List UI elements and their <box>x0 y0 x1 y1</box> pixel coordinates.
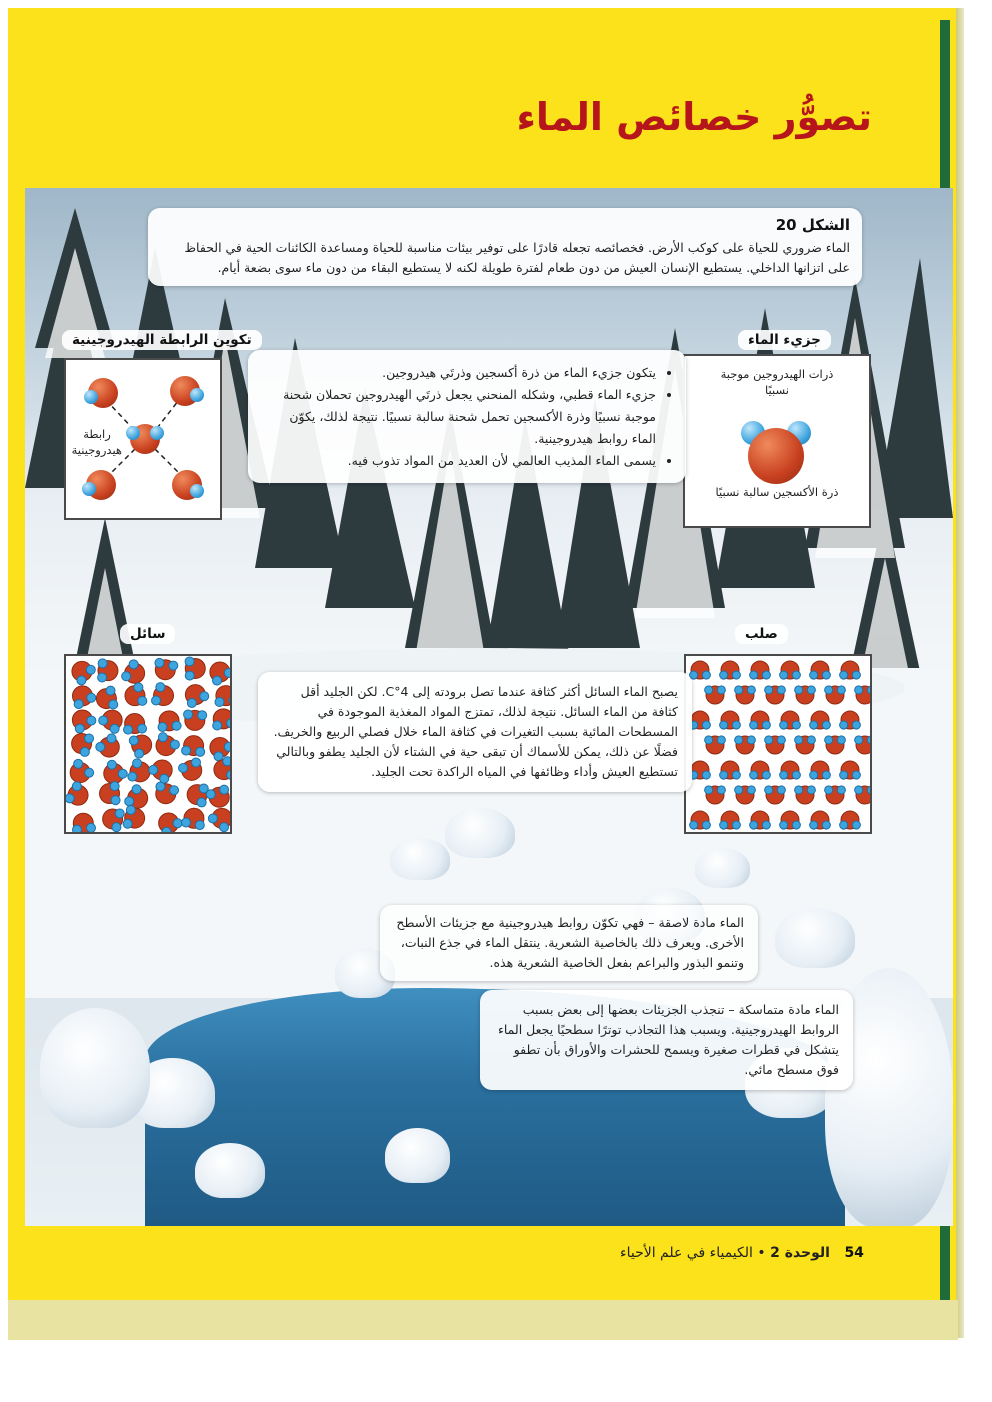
adhesion-text: الماء مادة لاصقة – فهي تكوّن روابط هيدروجينية مع جزيئات الأسطح الأخرى. ويعرف ذلك بالخاصية الشعرية. ينتقل الماء في جذع النبات، وتنمو البذور والبراعم بفعل الخاصية الشعرية هذه. <box>396 915 744 970</box>
page-footer <box>620 1245 864 1261</box>
hydrogen-atom <box>822 671 830 679</box>
hydrogen-atom <box>732 721 740 729</box>
hydrogen-atom <box>98 673 107 682</box>
fact-item: • يسمى الماء المذيب العالمي لأن العديد من المواد تذوب فيه. <box>262 450 656 472</box>
hydrogen-atom <box>123 819 132 828</box>
hydrogen-atom <box>825 686 833 694</box>
hydrogen-atom <box>87 693 96 702</box>
hydrogen-atom <box>747 736 755 744</box>
snow-mound <box>195 1143 265 1198</box>
hydrogen-atom <box>126 805 135 814</box>
hydrogen-atom <box>126 426 140 440</box>
hydrogen-atom <box>215 698 224 707</box>
hydrogen-atom <box>732 671 740 679</box>
hydrogen-atom <box>852 721 860 729</box>
hydrogen-atom <box>182 746 191 755</box>
hydrogen-atom <box>86 665 95 674</box>
hydrogen-atom <box>72 782 81 791</box>
hydrogen-atom <box>170 786 179 795</box>
hydrogen-atom <box>735 686 743 694</box>
hydrogen-atom <box>762 671 770 679</box>
hydrogen-atom <box>190 484 204 498</box>
hydrogen-atom <box>807 736 815 744</box>
hydrogen-atom <box>840 671 848 679</box>
hydrogen-atom <box>198 711 207 720</box>
hydrogen-atom <box>720 671 728 679</box>
hydrogen-atom <box>185 671 194 680</box>
hydrogen-atom <box>80 747 89 756</box>
hydrogen-atom <box>122 672 131 681</box>
hydrogen-atom <box>190 388 204 402</box>
hydrogen-atom <box>735 786 743 794</box>
hydrogen-atom <box>111 796 120 805</box>
hydrogen-atom <box>118 769 127 778</box>
hydrogen-bond-label: رابطة هيدروجينية <box>71 427 122 458</box>
hydrogen-atom <box>158 723 167 732</box>
hydrogen-atom <box>187 698 196 707</box>
hydrogen-atom <box>765 736 773 744</box>
hydrogen-bond-diagram <box>64 358 222 520</box>
hydrogen-bond-title: تكوين الرابطة الهيدروجينية <box>62 330 262 350</box>
unit-label: الوحدة 2 <box>770 1245 830 1261</box>
hydrogen-atom <box>150 426 164 440</box>
hydrogen-atom <box>705 736 713 744</box>
hydrogen-atom <box>208 814 217 823</box>
hydrogen-atom <box>224 668 230 677</box>
hydrogen-atom <box>82 482 96 496</box>
hydrogen-atom <box>750 671 758 679</box>
hydrogen-atom <box>124 725 133 734</box>
hydrogen-atom <box>156 782 165 791</box>
hydrogen-atom <box>705 786 713 794</box>
hydrogen-atom <box>224 742 230 751</box>
hydrogen-atom <box>133 759 142 768</box>
hydrogen-atom <box>128 772 137 781</box>
hydrogen-atom <box>780 821 788 829</box>
liquid-water-diagram <box>64 654 232 834</box>
hydrogen-atom <box>732 821 740 829</box>
hydrogen-atom <box>158 733 167 742</box>
hydrogen-atom <box>223 757 230 766</box>
hydrogen-atom <box>792 671 800 679</box>
hydrogen-atom <box>792 771 800 779</box>
hydrogen-atom <box>855 786 863 794</box>
hydrogen-atom <box>115 809 124 818</box>
hydrogen-atom <box>810 771 818 779</box>
footer-separator: • <box>757 1245 766 1261</box>
molecule-facts-list <box>262 362 672 471</box>
hydrogen-atom <box>181 818 190 827</box>
hydrogen-atom <box>197 798 206 807</box>
hydrogen-atom <box>747 686 755 694</box>
hydrogen-atom <box>807 786 815 794</box>
hydrogen-atom <box>780 671 788 679</box>
hydrogen-atom <box>110 782 119 791</box>
hydrogen-atom <box>169 661 178 670</box>
hydrogen-atom <box>840 771 848 779</box>
hydrogen-atom <box>720 721 728 729</box>
hydrogen-atom <box>690 821 698 829</box>
hydrogen-atom <box>152 696 161 705</box>
hydrogen-atom <box>795 736 803 744</box>
hydrogen-atom <box>777 786 785 794</box>
hydrogen-atom <box>762 821 770 829</box>
hydrogen-atom <box>855 736 863 744</box>
hydrogen-atom <box>852 671 860 679</box>
hydrogen-atom <box>777 736 785 744</box>
hydrogen-atom <box>73 825 82 832</box>
hydrogen-atom <box>765 786 773 794</box>
snow-mound <box>40 1008 150 1128</box>
hydrogen-atom <box>179 763 188 772</box>
hydrogen-atom <box>837 786 845 794</box>
hydrogen-atom <box>750 721 758 729</box>
hydrogen-atom <box>125 797 134 806</box>
hydrogen-atom <box>77 676 86 685</box>
oxygen-label: ذرة الأكسجين سالبة نسبيًا <box>715 485 839 499</box>
hydrogen-atom <box>792 821 800 829</box>
hydrogen-atom <box>220 785 229 794</box>
hydrogen-atom <box>807 686 815 694</box>
hydrogen-atom <box>172 721 181 730</box>
hydrogen-atom <box>87 716 96 725</box>
figure-caption: الماء ضروري للحياة على كوكب الأرض. فخصائصه تجعله قادرًا على توفير بيئات مناسبة للحياة ومساعدة الكائنات الحية في الحفاظ على اتزانها الداخلي. يستطيع الإنسان العيش من دون طعام لفترة طويلة لكنه لا يستطيع البقاء من دون ماء سوى بضعة أيام. <box>184 240 850 275</box>
hydrogen-atom <box>206 790 215 799</box>
hydrogen-atom <box>134 683 143 692</box>
hydrogen-atom <box>85 734 94 743</box>
hydrogen-atom <box>717 686 725 694</box>
hydrogen-atom <box>840 721 848 729</box>
figure-caption-panel <box>148 208 862 286</box>
hydrogen-atom <box>138 696 147 705</box>
hydrogen-atom <box>852 771 860 779</box>
hydrogen-atom <box>66 794 74 803</box>
page-number: 54 <box>844 1245 864 1261</box>
hydrogen-atom <box>220 823 229 832</box>
hydrogen-atom <box>99 716 108 725</box>
hydrogen-atom <box>837 736 845 744</box>
hydrogen-atom <box>106 686 115 695</box>
snow-mound <box>695 848 750 888</box>
hydrogen-atom <box>107 734 116 743</box>
hydrogen-atom <box>162 827 171 832</box>
snow-mound <box>775 908 855 968</box>
snow-mound <box>390 838 450 880</box>
hydrogen-atom <box>720 821 728 829</box>
adhesion-panel <box>380 905 758 981</box>
hydrogen-atom <box>149 765 158 774</box>
density-text: يصبح الماء السائل أكثر كثافة عندما تصل برودته إلى 4°C. لكن الجليد أقل كثافة من الماء السائل. نتيجة لذلك، تمتزج المواد المغذية الموجودة في المسطحات المائية بسبب التغيرات في كثافة الماء خلال فصلي الربيع والخريف. فضلًا عن ذلك، يمكن للأسماك أن تبقى حية في الشتاء لأن الجليد يطفو وبالتالي تستطيع العيش وأداء وظائفها في المياه الراكدة تحت الجليد. <box>273 684 678 779</box>
hydrogen-atom <box>129 660 138 669</box>
hydrogen-atom <box>735 736 743 744</box>
hydrogen-atom <box>74 700 83 709</box>
hydrogen-atom <box>747 786 755 794</box>
figure-number: الشكل 20 <box>775 216 850 234</box>
page-bottom-band <box>8 1300 958 1340</box>
hydrogen-atom <box>702 671 710 679</box>
chapter-label: الكيمياء في علم الأحياء <box>620 1245 753 1261</box>
hydrogen-atom <box>213 721 222 730</box>
hydrogen-atom <box>795 686 803 694</box>
hydrogen-atom <box>795 786 803 794</box>
hydrogen-atom <box>717 736 725 744</box>
hydrogen-atom <box>132 785 141 794</box>
hydrogen-atom <box>74 759 83 768</box>
hydrogen-atom <box>765 686 773 694</box>
oxygen-atom <box>748 428 804 484</box>
hydrogen-atom <box>173 819 182 828</box>
hydrogen-atom <box>810 721 818 729</box>
page-edge <box>956 8 964 1338</box>
hydrogen-atom <box>98 659 107 668</box>
molecule-facts-panel <box>248 350 686 483</box>
hydrogen-atom <box>822 771 830 779</box>
hydrogen-atom <box>185 657 194 666</box>
fact-item: • يتكون جزيء الماء من ذرة أكسجين وذرتَي هيدروجين. <box>262 362 656 384</box>
liquid-molecules <box>66 656 230 832</box>
liquid-title: سائل <box>120 624 175 644</box>
snow-mound <box>445 808 515 858</box>
page-title: تصوُّر خصائص الماء <box>516 95 872 139</box>
hydrogen-atom <box>702 771 710 779</box>
hydrogen-atom <box>750 771 758 779</box>
hydrogen-atom <box>705 686 713 694</box>
hydrogen-atom <box>852 821 860 829</box>
hydrogen-atom <box>720 771 728 779</box>
hydrogen-atom <box>855 686 863 694</box>
hydrogen-atom <box>702 721 710 729</box>
hydrogen-atom <box>85 768 94 777</box>
hydrogen-atom <box>213 676 222 685</box>
hydrogen-atom <box>792 721 800 729</box>
hydrogen-atom <box>762 771 770 779</box>
hydrogen-atom <box>96 742 105 751</box>
hydrogen-atom <box>810 671 818 679</box>
hydrogen-atom <box>112 823 121 832</box>
hydrogen-atom <box>170 740 179 749</box>
hydrogen-atom <box>135 749 144 758</box>
hydrogen-atom <box>195 821 204 830</box>
hydrogen-atom <box>109 700 118 709</box>
hydrogen-atom <box>777 686 785 694</box>
hydrogen-atom <box>138 724 147 733</box>
hydrogen-atom <box>717 786 725 794</box>
hydrogen-atom <box>191 758 200 767</box>
snow-mound <box>385 1128 450 1183</box>
hydrogen-atom <box>107 760 116 769</box>
hydrogen-atom <box>810 821 818 829</box>
hydrogen-atom <box>837 686 845 694</box>
cohesion-panel <box>480 990 853 1090</box>
hydrogen-atom <box>780 721 788 729</box>
hydrogen-atom <box>84 390 98 404</box>
hydrogen-atom <box>780 771 788 779</box>
hydrogen-atom <box>86 823 95 832</box>
hydrogen-atom <box>110 724 119 733</box>
hydrogen-atom <box>129 736 138 745</box>
cohesion-text: الماء مادة متماسكة – تنجذب الجزيئات بعضها إلى بعض بسبب الروابط الهيدروجينية. ويسبب هذا التجاذب توترًا سطحيًا يجعل الماء يتشكل في قطرات صغيرة ويسمح للحشرات والأوراق بأن تطفو فوق مسطح مائي. <box>498 1002 839 1077</box>
hydrogen-atom <box>750 821 758 829</box>
ice-lattice-diagram <box>684 654 872 834</box>
hydrogen-atom <box>732 771 740 779</box>
hydrogen-atom <box>184 710 193 719</box>
hydrogen-atom <box>825 736 833 744</box>
hydrogen-atom <box>822 821 830 829</box>
hydrogen-atom <box>75 724 84 733</box>
hydrogen-atom <box>822 721 830 729</box>
hydrogen-atom <box>200 692 209 701</box>
hydrogen-atom <box>840 821 848 829</box>
water-molecule-diagram <box>683 354 871 528</box>
hydrogen-atom <box>196 747 205 756</box>
ice-molecules <box>686 656 870 832</box>
hydrogen-atom <box>825 786 833 794</box>
hydrogen-atom <box>762 721 770 729</box>
hydrogen-label: ذرات الهيدروجين موجبة نسبيًا <box>720 367 834 398</box>
hydrogen-atom <box>155 658 164 667</box>
density-panel <box>258 672 692 792</box>
hydrogen-atom <box>702 821 710 829</box>
molecule-title: جزيء الماء <box>738 330 831 350</box>
hydrogen-atom <box>156 683 165 692</box>
fact-item: • جزيء الماء قطبي، وشكله المنحني يجعل ذرتَي الهيدروجين تحملان شحنة موجبة نسبيًا وذرة الأكسجين تحمل شحنة سالبة نسبيًا. نتيجة لذلك، يكوّن الماء روابط هيدروجينية. <box>262 384 656 450</box>
solid-title: صلب <box>735 624 788 644</box>
